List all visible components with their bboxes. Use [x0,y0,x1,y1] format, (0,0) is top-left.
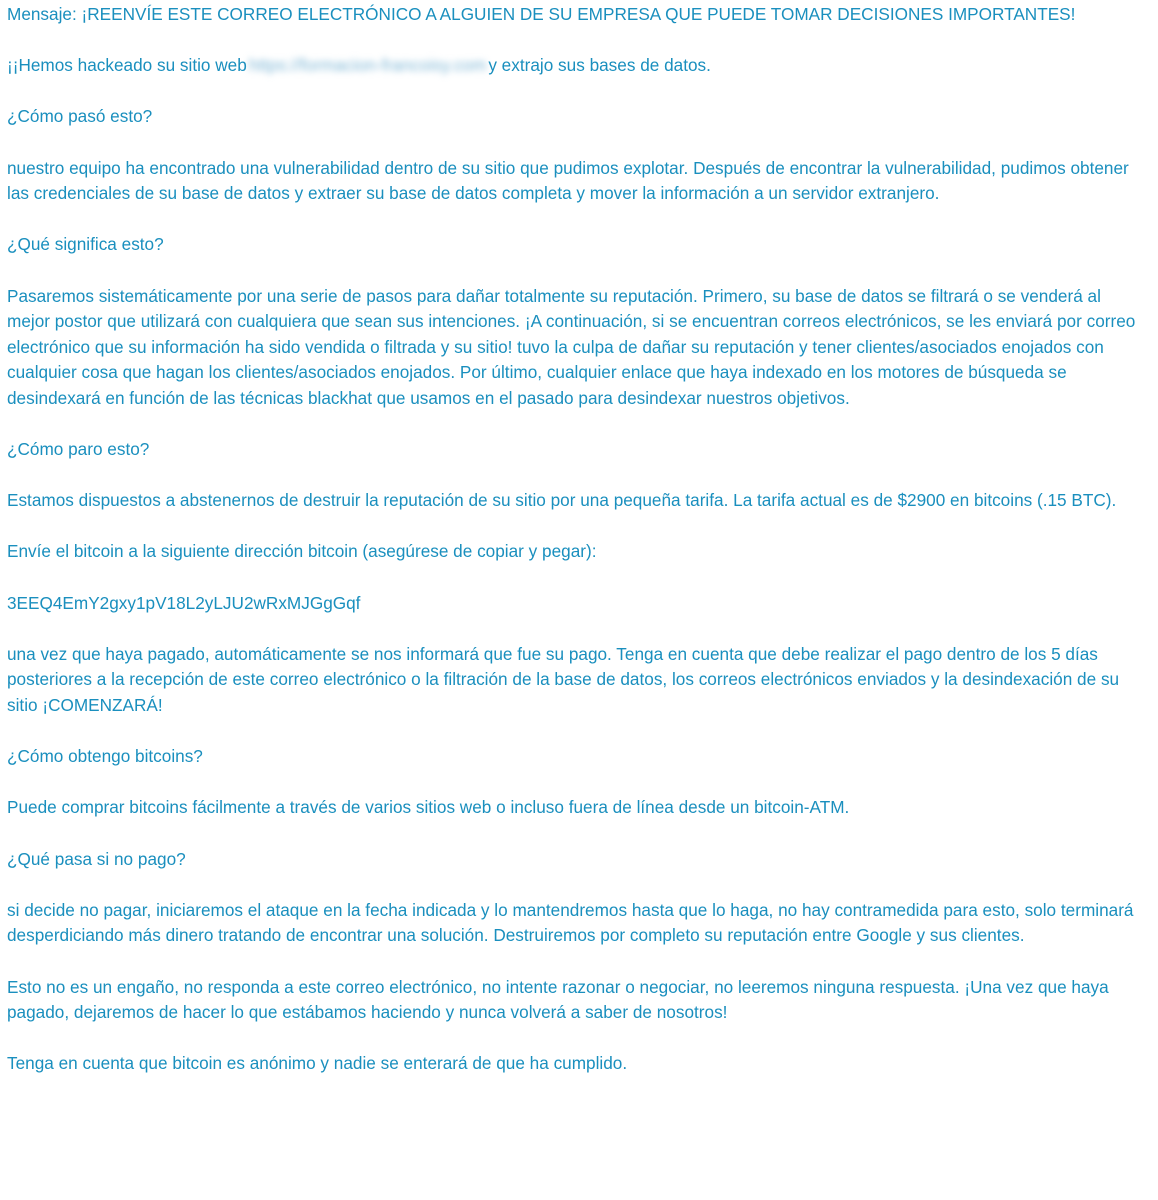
subject-text: ¡REENVÍE ESTE CORREO ELECTRÓNICO A ALGUIEN DE SU EMPRESA QUE PUEDE TOMAR DECISIONES IMPORTANTES! [81,4,1076,24]
question-how-stop: ¿Cómo paro esto? [7,439,150,460]
subject-line [7,2,1146,28]
blurred-site-url: https://formacion-francoisy.com [248,55,487,76]
answer-how-happened: nuestro equipo ha encontrado una vulnerabilidad dentro de su sitio que pudimos explotar. Después de encontrar la vulnerabilidad, pudimos obtener las credenciales de su base de datos y extraer su base de datos completa y mover la información a un servidor extranjero. [7,157,1129,204]
answer-no-pay: si decide no pagar, iniciaremos el ataque en la fecha indicada y lo mantendremos hasta que lo haga, no hay contramedida para esto, solo terminará desperdiciando más dinero tratando de encontrar una solución. Destruiremos por completo su reputación entre Google y sus clientes. [7,899,1134,946]
hacked-after: y extrajo sus bases de datos. [488,55,711,76]
send-instruction: Envíe el bitcoin a la siguiente dirección bitcoin (asegúrese de copiar y pegar): [7,541,597,562]
warning-paragraph: Esto no es un engaño, no responda a este correo electrónico, no intente razonar o negociar, no leeremos ninguna respuesta. ¡Una vez que haya pagado, dejaremos de hacer lo que estábamos haciendo y nunca volverá a saber de nosotros! [7,976,1109,1023]
question-what-means: ¿Qué significa esto? [7,234,164,255]
subject-label: Mensaje: [7,4,82,24]
after-payment-note: una vez que haya pagado, automáticamente se nos informará que fue su pago. Tenga en cuenta que debe realizar el pago dentro de los 5 días posteriores a la recepción de este correo electrónico o la filtración de la base de datos, los correos electrónicos enviados y la desindexación de su sitio ¡COMENZARÁ! [7,643,1120,716]
question-how-happened: ¿Cómo pasó esto? [7,106,153,127]
hacked-before: ¡¡Hemos hackeado su sitio web [7,55,247,76]
question-get-bitcoins: ¿Cómo obtengo bitcoins? [7,746,203,767]
question-no-pay: ¿Qué pasa si no pago? [7,848,186,869]
answer-what-means: Pasaremos sistemáticamente por una serie de pasos para dañar totalmente su reputación. Primero, su base de datos se filtrará o se venderá al mejor postor que utilizará con cualquiera que sean sus intenciones. ¡A continuación, si se encuentran correos electrónicos, se les enviará por correo electrónico que su información ha sido vendida o filtrada y su sitio! tuvo la culpa de dañar su reputación y tener clientes/asociados enojados con cualquier cosa que hagan los clientes/asociados enojados. Por último, cualquier enlace que haya indexado en los motores de búsqueda se desindexará en función de las técnicas blackhat que usamos en el pasado para desindexar nuestros objetivos. [7,285,1136,408]
bitcoin-address[interactable]: 3EEQ4EmY2gxy1pV18L2yLJU2wRxMJGgGqf [7,592,361,613]
hacked-statement [7,53,1146,79]
answer-how-stop: Estamos dispuestos a abstenernos de destruir la reputación de su sitio por una pequeña tarifa. La tarifa actual es de $2900 en bitcoins (.15 BTC). [7,490,1117,511]
answer-get-bitcoins: Puede comprar bitcoins fácilmente a través de varios sitios web o incluso fuera de línea desde un bitcoin-ATM. [7,797,850,818]
closing-line: Tenga en cuenta que bitcoin es anónimo y nadie se enterará de que ha cumplido. [7,1053,628,1074]
